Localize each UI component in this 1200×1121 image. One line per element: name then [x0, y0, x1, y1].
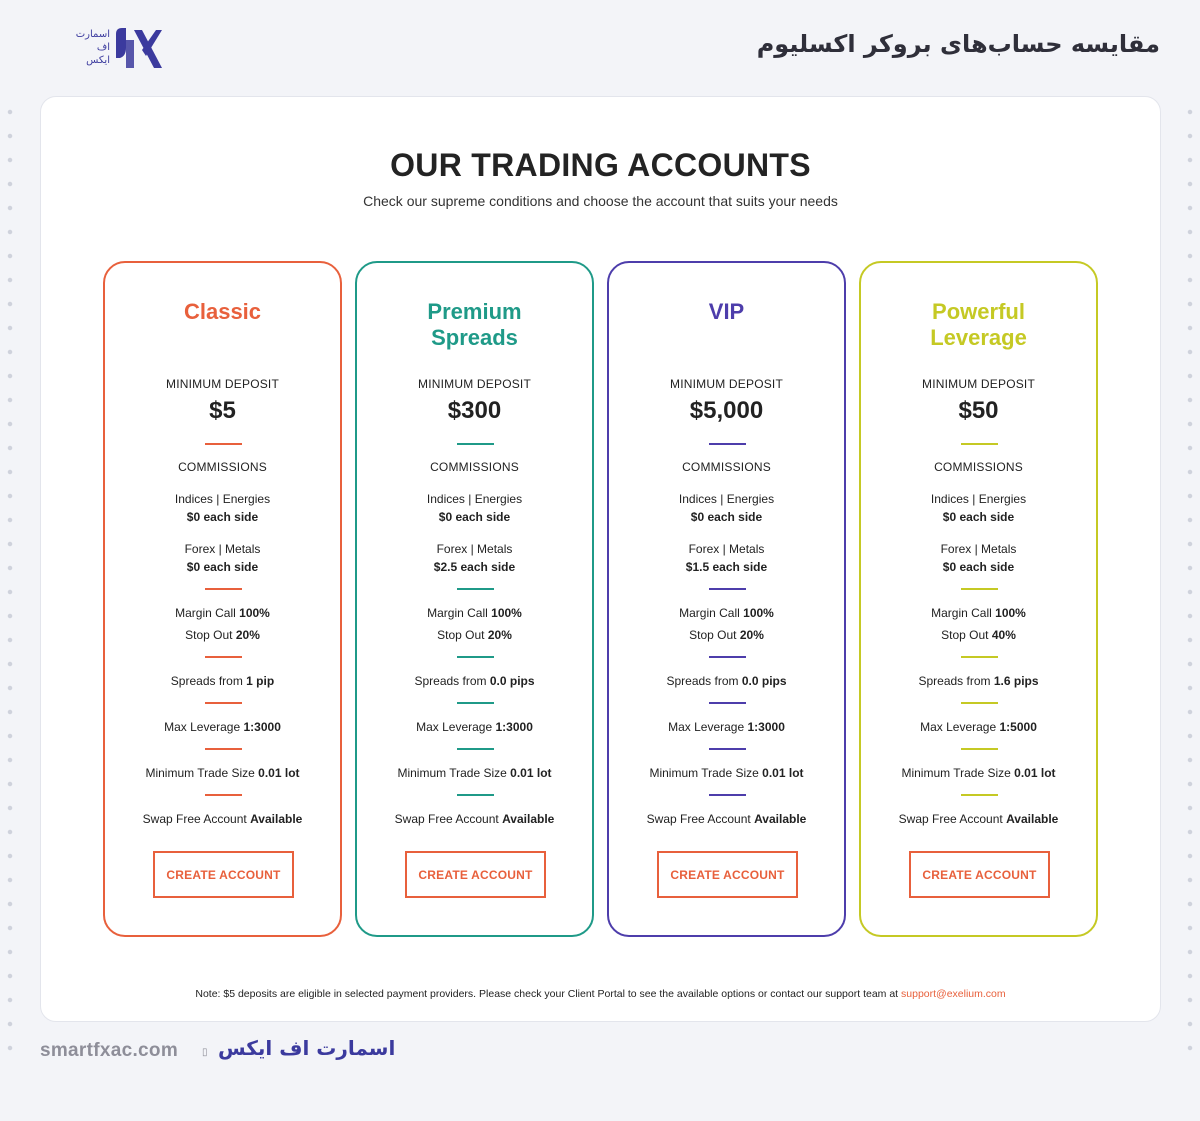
divider [961, 748, 998, 750]
footer-brand: اسمارت اف ایکس [218, 1036, 396, 1060]
margin-call-value: 100% [743, 606, 774, 620]
divider [457, 748, 494, 750]
plan-name: Classic [183, 299, 262, 324]
logo-word-3: ایکس [86, 55, 110, 66]
stop-out-value: 20% [487, 628, 512, 642]
divider [457, 656, 494, 658]
min-trade-size-value: 0.01 lot [258, 766, 300, 780]
forex-metals-value: $2.5 each side [433, 560, 516, 574]
divider [961, 588, 998, 590]
margin-call [609, 605, 844, 621]
divider [205, 588, 242, 590]
logo-word-2: اف [96, 42, 110, 53]
deposit-amount: $50 [958, 397, 999, 424]
minimum-deposit-label: MINIMUM DEPOSIT [166, 377, 279, 391]
divider [709, 588, 746, 590]
minimum-deposit-label: MINIMUM DEPOSIT [418, 377, 531, 391]
min-trade-size-value: 0.01 lot [762, 766, 804, 780]
swap-free-label: Swap Free Account [142, 812, 247, 826]
divider [709, 443, 746, 445]
create-account-button[interactable]: CREATE ACCOUNT [657, 851, 798, 898]
min-trade-size-label: Minimum Trade Size [649, 766, 759, 780]
stop-out-value: 20% [739, 628, 764, 642]
stop-out [861, 627, 1096, 643]
swap-free-value: Available [502, 812, 555, 826]
forex-metals-label: Forex | Metals [940, 542, 1017, 556]
deposit-amount: $5,000 [689, 397, 764, 424]
max-leverage-value: 1:3000 [243, 720, 281, 734]
create-account-button[interactable]: CREATE ACCOUNT [405, 851, 546, 898]
margin-call [357, 605, 592, 621]
divider [709, 702, 746, 704]
margin-call [861, 605, 1096, 621]
swap-free [357, 811, 592, 827]
spreads-label: Spreads from [414, 674, 487, 688]
max-leverage [357, 719, 592, 735]
min-trade-size [105, 765, 340, 781]
spreads-value: 1.6 pips [993, 674, 1039, 688]
forex-metals-label: Forex | Metals [184, 542, 261, 556]
divider [457, 794, 494, 796]
stop-out-label: Stop Out [185, 628, 233, 642]
spreads [861, 673, 1096, 689]
plan-card-powerful-leverage [859, 261, 1098, 937]
margin-call-label: Margin Call [427, 606, 488, 620]
swap-free-label: Swap Free Account [394, 812, 499, 826]
stop-out-value: 40% [991, 628, 1016, 642]
stop-out-label: Stop Out [437, 628, 485, 642]
spreads-label: Spreads from [918, 674, 991, 688]
divider [205, 748, 242, 750]
swap-free [609, 811, 844, 827]
plan-card-classic [103, 261, 342, 937]
swap-free-value: Available [1006, 812, 1059, 826]
divider [961, 702, 998, 704]
divider [205, 794, 242, 796]
create-account-button[interactable]: CREATE ACCOUNT [153, 851, 294, 898]
divider [709, 794, 746, 796]
spreads-label: Spreads from [666, 674, 739, 688]
plan-card-premium-spreads [355, 261, 594, 937]
plan-card-vip [607, 261, 846, 937]
divider [457, 443, 494, 445]
swap-free [861, 811, 1096, 827]
max-leverage-value: 1:5000 [999, 720, 1037, 734]
stop-out [105, 627, 340, 643]
decorative-dots-left [7, 100, 13, 1060]
minimum-deposit-label: MINIMUM DEPOSIT [922, 377, 1035, 391]
stop-out-label: Stop Out [689, 628, 737, 642]
support-email-link[interactable]: support@exelium.com [901, 988, 1006, 1000]
swap-free [105, 811, 340, 827]
max-leverage-label: Max Leverage [416, 720, 493, 734]
decorative-dots-right [1187, 100, 1193, 1060]
spreads-label: Spreads from [170, 674, 243, 688]
forex-metals-label: Forex | Metals [436, 542, 513, 556]
divider [205, 443, 242, 445]
commissions-label: COMMISSIONS [682, 460, 771, 474]
min-trade-size-value: 0.01 lot [510, 766, 552, 780]
max-leverage-label: Max Leverage [668, 720, 745, 734]
logo-word-1: اسمارت [75, 29, 110, 40]
margin-call-label: Margin Call [175, 606, 236, 620]
max-leverage [609, 719, 844, 735]
plans-grid [103, 261, 1099, 937]
swap-free-value: Available [250, 812, 303, 826]
page-title: مقایسه حساب‌های بروکر اکسلیوم [756, 30, 1160, 58]
margin-call-value: 100% [995, 606, 1026, 620]
deposit-note [41, 988, 1160, 1000]
divider [457, 702, 494, 704]
spreads [105, 673, 340, 689]
indices-energies-label: Indices | Energies [678, 492, 775, 506]
min-trade-size [861, 765, 1096, 781]
smartfx-logo[interactable] [66, 24, 166, 72]
deposit-amount: $5 [209, 397, 236, 424]
max-leverage-label: Max Leverage [920, 720, 997, 734]
divider [457, 588, 494, 590]
stop-out [609, 627, 844, 643]
divider [961, 656, 998, 658]
min-trade-size-label: Minimum Trade Size [145, 766, 255, 780]
spreads [609, 673, 844, 689]
indices-energies-label: Indices | Energies [174, 492, 271, 506]
max-leverage [861, 719, 1096, 735]
commissions-label: COMMISSIONS [430, 460, 519, 474]
create-account-button[interactable]: CREATE ACCOUNT [909, 851, 1050, 898]
forex-metals-value: $0 each side [942, 560, 1015, 574]
margin-call-label: Margin Call [931, 606, 992, 620]
indices-energies-label: Indices | Energies [930, 492, 1027, 506]
note-text: Note: $5 deposits are eligible in selected payment providers. Please check your Client Portal to see the available options or contact our support team at [195, 988, 899, 1000]
margin-call-value: 100% [239, 606, 270, 620]
forex-metals-value: $1.5 each side [685, 560, 768, 574]
forex-metals-value: $0 each side [186, 560, 259, 574]
spreads-value: 0.0 pips [741, 674, 787, 688]
deposit-amount: $300 [447, 397, 502, 424]
min-trade-size-label: Minimum Trade Size [901, 766, 1011, 780]
forex-metals-label: Forex | Metals [688, 542, 765, 556]
max-leverage-value: 1:3000 [747, 720, 785, 734]
margin-call-value: 100% [491, 606, 522, 620]
swap-free-label: Swap Free Account [898, 812, 1003, 826]
divider [961, 443, 998, 445]
logo-x-icon [112, 26, 164, 70]
divider [961, 794, 998, 796]
spreads-value: 0.0 pips [489, 674, 535, 688]
indices-energies-value: $0 each side [438, 510, 511, 524]
section-subheadline: Check our supreme conditions and choose the account that suits your needs [363, 193, 838, 209]
divider [709, 748, 746, 750]
trading-accounts-panel [40, 96, 1161, 1022]
max-leverage-label: Max Leverage [164, 720, 241, 734]
divider [205, 702, 242, 704]
min-trade-size-value: 0.01 lot [1014, 766, 1056, 780]
commissions-label: COMMISSIONS [178, 460, 267, 474]
commissions-label: COMMISSIONS [934, 460, 1023, 474]
margin-call-label: Margin Call [679, 606, 740, 620]
plan-name: Premium Spreads [427, 299, 522, 350]
minimum-deposit-label: MINIMUM DEPOSIT [670, 377, 783, 391]
indices-energies-value: $0 each side [690, 510, 763, 524]
stop-out [357, 627, 592, 643]
footer-separator-icon: ▯ [202, 1047, 208, 1058]
indices-energies-value: $0 each side [942, 510, 1015, 524]
min-trade-size [609, 765, 844, 781]
indices-energies-label: Indices | Energies [426, 492, 523, 506]
spreads-value: 1 pip [246, 674, 275, 688]
max-leverage [105, 719, 340, 735]
logo-wordmark [66, 28, 110, 67]
max-leverage-value: 1:3000 [495, 720, 533, 734]
stop-out-value: 20% [235, 628, 260, 642]
section-headline: OUR TRADING ACCOUNTS [390, 147, 811, 183]
divider [205, 656, 242, 658]
stop-out-label: Stop Out [941, 628, 989, 642]
min-trade-size [357, 765, 592, 781]
plan-name: Powerful Leverage [930, 299, 1027, 350]
indices-energies-value: $0 each side [186, 510, 259, 524]
min-trade-size-label: Minimum Trade Size [397, 766, 507, 780]
margin-call [105, 605, 340, 621]
plan-name: VIP [708, 299, 745, 324]
divider [709, 656, 746, 658]
footer-url[interactable]: smartfxac.com [40, 1040, 179, 1061]
spreads [357, 673, 592, 689]
swap-free-value: Available [754, 812, 807, 826]
swap-free-label: Swap Free Account [646, 812, 751, 826]
